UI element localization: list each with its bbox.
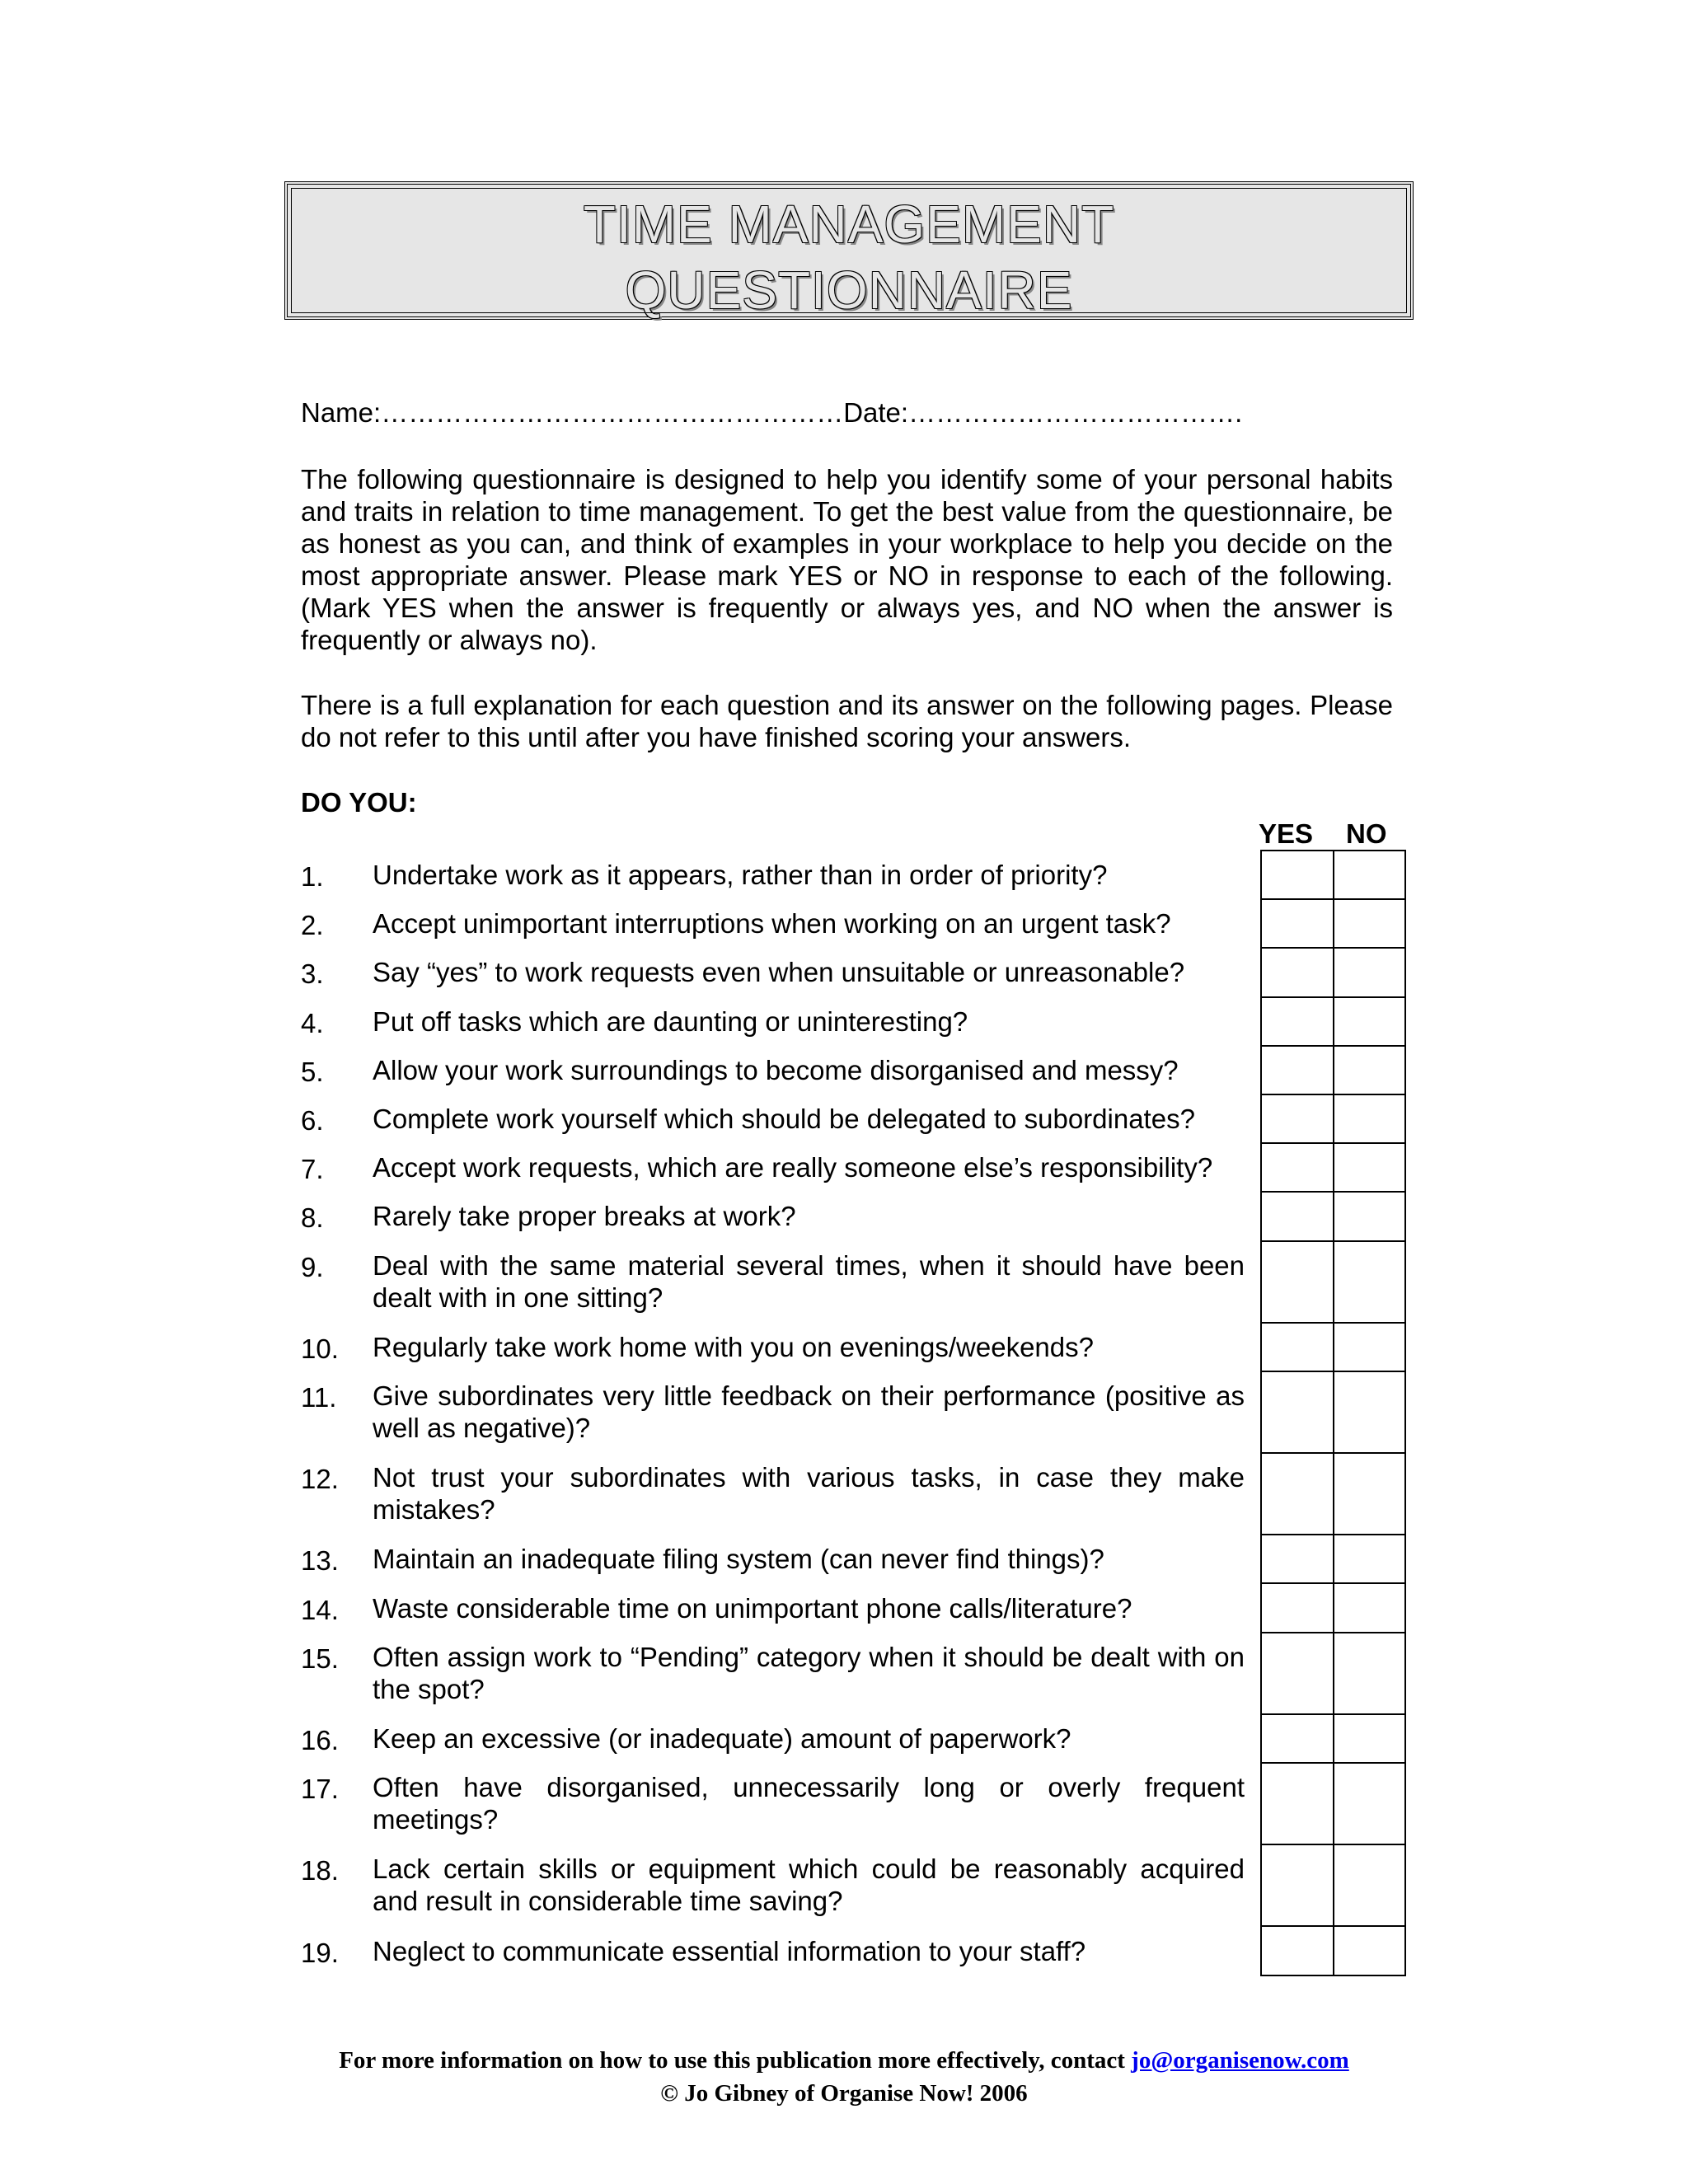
answer-yes-box[interactable] [1261, 1535, 1334, 1583]
answer-row [1261, 1046, 1405, 1094]
intro-paragraph: The following questionnaire is designed to help you identify some of your personal habits and traits in relation to time management. To get the best value from the questionnaire, be as honest as you can, and think of examples in your workplace to help you decide on the most appropriate answer. Please mark YES or NO in response to each of the following. (Mark YES when the answer is frequently or always yes, and NO when the answer is frequently or always no). [301, 464, 1393, 655]
answer-yes-box[interactable] [1261, 1583, 1334, 1632]
question-text: Often have disorganised, unnecessarily long or overly frequent meetings? [373, 1772, 1245, 1835]
answer-no-box[interactable] [1334, 1323, 1406, 1371]
footer-copyright: © Jo Gibney of Organise Now! 2006 [660, 2080, 1028, 2107]
answer-yes-box[interactable] [1261, 1844, 1334, 1926]
question-number: 9. [301, 1251, 324, 1282]
answer-yes-box[interactable] [1261, 851, 1334, 899]
answer-yes-box[interactable] [1261, 1241, 1334, 1323]
question-text: Complete work yourself which should be delegated to subordinates? [373, 1104, 1195, 1134]
answer-no-box[interactable] [1334, 1192, 1406, 1240]
question-text: Waste considerable time on unimportant phone calls/literature? [373, 1592, 1132, 1624]
footer-contact-line [0, 2047, 1688, 2074]
answer-yes-box[interactable] [1261, 1763, 1334, 1844]
answer-no-box[interactable] [1334, 1714, 1406, 1763]
question-text: Rarely take proper breaks at work? [373, 1201, 796, 1232]
answer-yes-box[interactable] [1261, 1046, 1334, 1094]
answer-row [1261, 1714, 1405, 1763]
answer-row [1261, 1535, 1405, 1583]
question-text: Deal with the same material several times, when it should have been dealt with in one sitting? [373, 1249, 1245, 1313]
question-number: 3. [301, 958, 324, 990]
question-number: 8. [301, 1202, 324, 1234]
answer-grid [1260, 850, 1406, 1976]
answer-row [1261, 1926, 1405, 1975]
question-number: 17. [301, 1774, 339, 1805]
answer-no-box[interactable] [1334, 1926, 1406, 1975]
answer-no-box[interactable] [1334, 851, 1406, 899]
answer-yes-box[interactable] [1261, 1926, 1334, 1975]
answer-row [1261, 1453, 1405, 1535]
answer-yes-box[interactable] [1261, 1371, 1334, 1453]
question-text: Regularly take work home with you on evenings/weekends? [373, 1331, 1094, 1362]
answer-row [1261, 1844, 1405, 1926]
answer-no-box[interactable] [1334, 1046, 1406, 1094]
answer-no-box[interactable] [1334, 1763, 1406, 1844]
answer-yes-box[interactable] [1261, 1094, 1334, 1143]
answer-no-box[interactable] [1334, 1844, 1406, 1926]
question-number: 5. [301, 1056, 324, 1087]
answer-yes-box[interactable] [1261, 1714, 1334, 1763]
contact-email-link[interactable]: jo@organisenow.com [1131, 2047, 1349, 2074]
answer-no-box[interactable] [1334, 948, 1406, 996]
explanation-paragraph: There is a full explanation for each question and its answer on the following pages. Please do not refer to this until after you have finished scoring your answers. [301, 690, 1393, 752]
question-text: Maintain an inadequate filing system (can never find things)? [373, 1544, 1104, 1575]
answer-no-box[interactable] [1334, 1371, 1406, 1453]
answer-yes-box[interactable] [1261, 899, 1334, 948]
answer-yes-box[interactable] [1261, 1192, 1334, 1240]
question-text: Say “yes” to work requests even when unsuitable or unreasonable? [373, 957, 1185, 988]
question-text: Allow your work surroundings to become disorganised and messy? [373, 1054, 1179, 1085]
answer-row [1261, 851, 1405, 899]
question-text: Put off tasks which are daunting or uninteresting? [373, 1005, 968, 1037]
answer-yes-box[interactable] [1261, 997, 1334, 1046]
answer-yes-box[interactable] [1261, 1453, 1334, 1535]
question-number: 2. [301, 910, 324, 941]
answer-no-box[interactable] [1334, 997, 1406, 1046]
question-text: Keep an excessive (or inadequate) amount of paperwork? [373, 1723, 1071, 1754]
title-box [284, 181, 1414, 320]
answer-row [1261, 1371, 1405, 1453]
question-number: 1. [301, 861, 324, 892]
answer-yes-box[interactable] [1261, 948, 1334, 996]
question-number: 4. [301, 1007, 324, 1038]
question-number: 10. [301, 1333, 339, 1364]
question-text: Not trust your subordinates with various tasks, in case they make mistakes? [373, 1462, 1245, 1526]
answer-no-box[interactable] [1334, 1094, 1406, 1143]
question-text: Undertake work as it appears, rather than in order of priority? [373, 860, 1108, 890]
question-text: Neglect to communicate essential information to your staff? [373, 1935, 1086, 1966]
answer-no-box[interactable] [1334, 1583, 1406, 1632]
answer-no-box[interactable] [1334, 1535, 1406, 1583]
yes-column-header: YES [1259, 818, 1314, 849]
answer-yes-box[interactable] [1261, 1633, 1334, 1714]
answer-no-box[interactable] [1334, 1143, 1406, 1192]
no-column-header: NO [1346, 818, 1387, 849]
do-you-heading: DO YOU: [301, 787, 417, 818]
answer-row [1261, 1241, 1405, 1323]
title-line-2: QUESTIONNAIRE [625, 260, 1073, 320]
title-line-1: TIME MANAGEMENT [583, 194, 1115, 254]
question-number: 14. [301, 1594, 339, 1625]
answer-row [1261, 1763, 1405, 1844]
answer-row [1261, 1143, 1405, 1192]
question-number: 12. [301, 1464, 339, 1495]
question-number: 18. [301, 1855, 339, 1886]
answer-yes-box[interactable] [1261, 1323, 1334, 1371]
name-date-line: Name:……………………………………………Date:………………………………. [301, 397, 1243, 428]
question-number: 11. [301, 1382, 337, 1413]
question-number: 15. [301, 1643, 339, 1674]
question-number: 7. [301, 1154, 324, 1185]
answer-no-box[interactable] [1334, 1241, 1406, 1323]
question-number: 6. [301, 1105, 324, 1136]
answer-no-box[interactable] [1334, 899, 1406, 948]
question-number: 19. [301, 1937, 339, 1968]
answer-no-box[interactable] [1334, 1633, 1406, 1714]
answer-row [1261, 1323, 1405, 1371]
answer-row [1261, 899, 1405, 948]
answer-yes-box[interactable] [1261, 1143, 1334, 1192]
answer-row [1261, 1192, 1405, 1240]
answer-row [1261, 948, 1405, 996]
question-number: 13. [301, 1545, 339, 1577]
answer-row [1261, 997, 1405, 1046]
question-text: Accept unimportant interruptions when working on an urgent task? [373, 908, 1171, 940]
question-text: Accept work requests, which are really someone else’s responsibility? [373, 1152, 1213, 1183]
question-text: Often assign work to “Pending” category when it should be dealt with on the spot? [373, 1641, 1245, 1704]
answer-row [1261, 1583, 1405, 1632]
footer-contact-text: For more information on how to use this publication more effectively, contact [339, 2047, 1132, 2074]
answer-no-box[interactable] [1334, 1453, 1406, 1535]
answer-row [1261, 1094, 1405, 1143]
answer-row [1261, 1633, 1405, 1714]
question-text: Give subordinates very little feedback on their performance (positive as well as negative)? [373, 1380, 1245, 1443]
question-number: 16. [301, 1725, 339, 1755]
question-text: Lack certain skills or equipment which could be reasonably acquired and result in considerable time saving? [373, 1854, 1245, 1917]
